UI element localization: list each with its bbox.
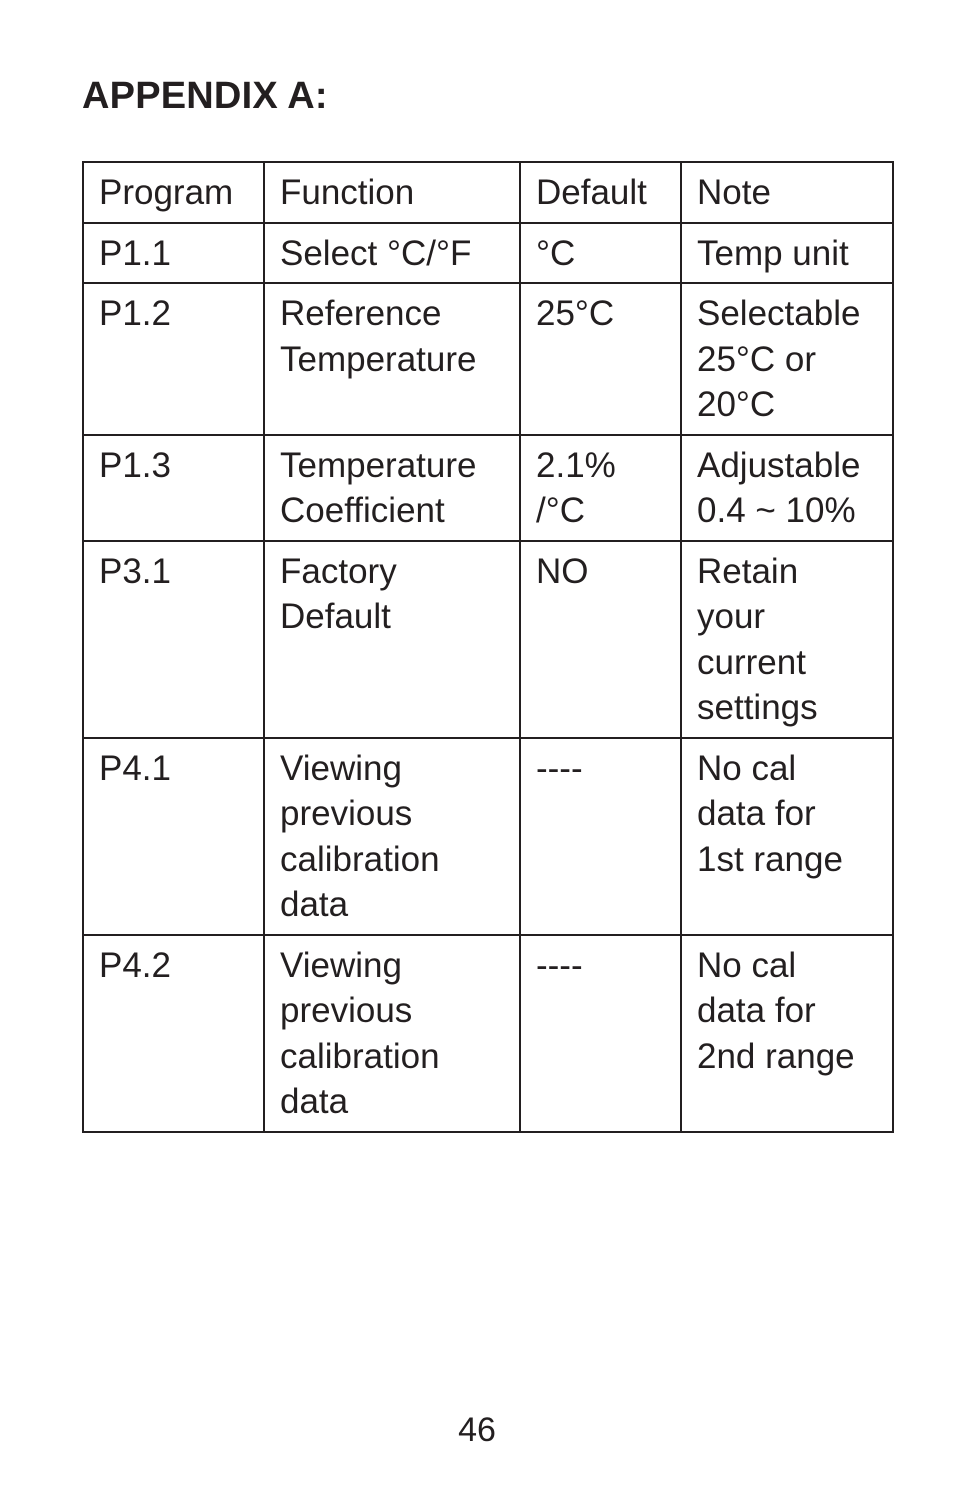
column-header-default: Default xyxy=(520,162,681,223)
default-cell: 2.1% /°C xyxy=(520,435,681,541)
note-cell: Selectable 25°C or 20°C xyxy=(681,283,893,435)
page-number: 46 xyxy=(458,1411,496,1449)
function-cell: Temperature Coefficient xyxy=(264,435,520,541)
default-cell: ---- xyxy=(520,935,681,1132)
default-cell: ---- xyxy=(520,738,681,935)
program-cell: P4.2 xyxy=(83,935,264,1132)
note-cell: No cal data for 1st range xyxy=(681,738,893,935)
default-cell: 25°C xyxy=(520,283,681,435)
table-row xyxy=(83,738,893,935)
program-cell: P1.1 xyxy=(83,223,264,284)
table-row xyxy=(83,283,893,435)
table-header-row xyxy=(83,162,893,223)
table-row xyxy=(83,223,893,284)
note-cell: No cal data for 2nd range xyxy=(681,935,893,1132)
function-cell: Viewing previous calibration data xyxy=(264,935,520,1132)
appendix-table xyxy=(82,161,894,1133)
column-header-program: Program xyxy=(83,162,264,223)
note-cell: Temp unit xyxy=(681,223,893,284)
default-cell: °C xyxy=(520,223,681,284)
program-cell: P1.3 xyxy=(83,435,264,541)
function-cell: Select °C/°F xyxy=(264,223,520,284)
table-row xyxy=(83,435,893,541)
program-cell: P4.1 xyxy=(83,738,264,935)
program-cell: P1.2 xyxy=(83,283,264,435)
function-cell: Factory Default xyxy=(264,541,520,738)
function-cell: Reference Temperature xyxy=(264,283,520,435)
function-cell: Viewing previous calibration data xyxy=(264,738,520,935)
column-header-note: Note xyxy=(681,162,893,223)
column-header-function: Function xyxy=(264,162,520,223)
page-title: APPENDIX A: xyxy=(82,75,328,117)
program-cell: P3.1 xyxy=(83,541,264,738)
table-row xyxy=(83,541,893,738)
default-cell: NO xyxy=(520,541,681,738)
note-cell: Retain your current settings xyxy=(681,541,893,738)
table-row xyxy=(83,935,893,1132)
note-cell: Adjustable 0.4 ~ 10% xyxy=(681,435,893,541)
